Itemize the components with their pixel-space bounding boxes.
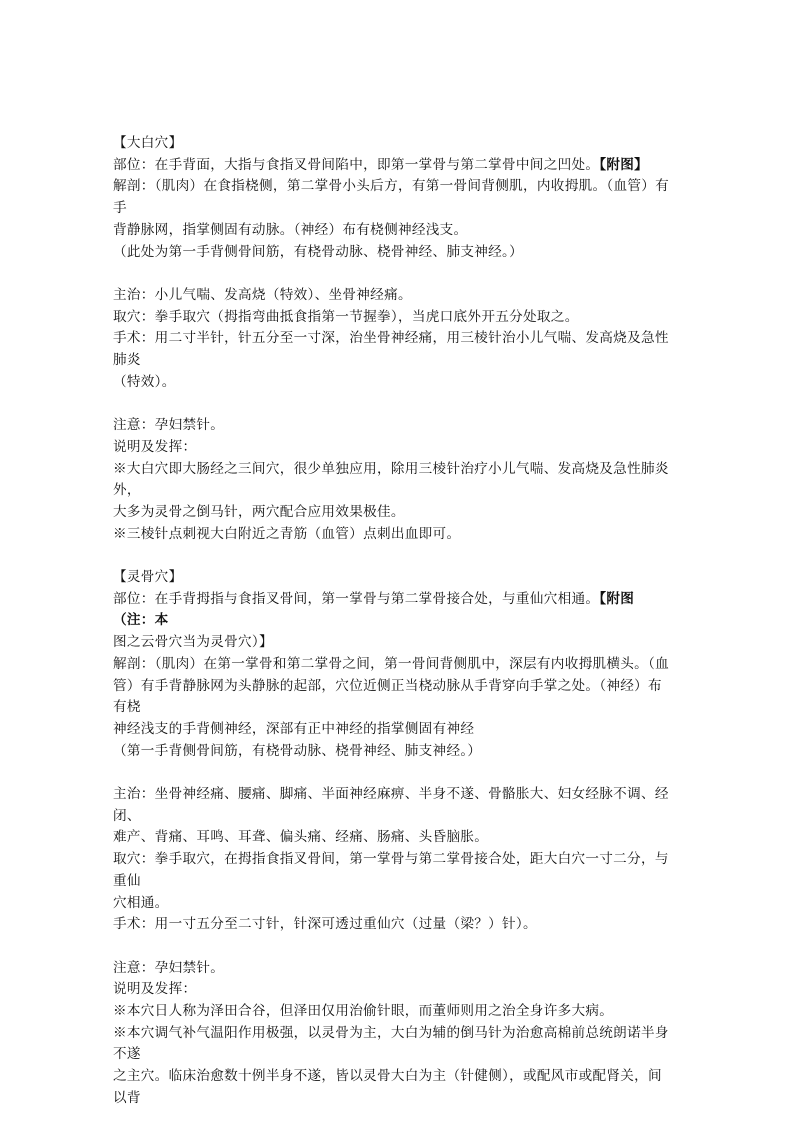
location-line: [113, 155, 675, 177]
spacer: [113, 762, 675, 784]
location-text: 部位：在手背面，大指与食指叉骨间陷中，即第一掌骨与第二掌骨中间之凹处。: [113, 156, 600, 173]
note-line: 大多为灵骨之倒马针，两穴配合应用效果极佳。: [113, 503, 405, 520]
point-location-line: 取穴：拳手取穴（拇指弯曲抵食指第一节握拳），当虎口底外开五分处取之。: [113, 308, 579, 325]
document-page: [113, 133, 675, 1110]
location-text: 部位：在手背拇指与食指叉骨间，第一掌骨与第二掌骨接合处，与重仙穴相通。: [113, 590, 600, 607]
section-linggu: [113, 567, 675, 1110]
section-title: 【灵骨穴】: [113, 569, 183, 586]
notes-label: 说明及发挥：: [113, 438, 197, 455]
anatomy-line: 神经浅支的手背侧神经，深部有正中神经的指掌侧固有神经: [113, 720, 475, 737]
anatomy-line: （此处为第一手背侧骨间筋，有桡骨动脉、桡骨神经、肺支神经。）: [113, 243, 524, 260]
note-line: ※本穴日人称为泽田合谷，但泽田仅用治偷针眼，而董师则用之治全身许多大病。: [113, 1003, 614, 1020]
anatomy-line: 背静脉网，指掌侧固有动脉。（神经）布有桡侧神经浅支。: [113, 221, 468, 238]
note-line: ※三棱针点刺视大白附近之青筋（血管）点刺出血即可。: [113, 525, 461, 542]
caution-line: 注意：孕妇禁针。: [113, 959, 225, 976]
technique-line: 手术：用一寸五分至二寸针，针深可透过重仙穴（过量（梁？）针）。: [113, 916, 537, 933]
section-dabai: [113, 133, 675, 545]
indications-line: 主治：小儿气喘、发高烧（特效）、坐骨神经痛。: [113, 286, 412, 303]
spacer: [113, 545, 675, 567]
anatomy-line: 解剖：（肌肉）在第一掌骨和第二掌骨之间，第一骨间背侧肌中，深层有内收拇肌横头。（血: [113, 655, 670, 672]
figure-reference: 【附图】: [599, 156, 649, 173]
location-line-cont: [113, 632, 675, 654]
note-line: ※本穴调气补气温阳作用极强，以灵骨为主，大白为辅的倒马针为治愈高棉前总统朗诺半身不遂: [113, 1024, 669, 1063]
spacer: [113, 936, 675, 958]
anatomy-line: （第一手背侧骨间筋，有桡骨动脉、桡骨神经、肺支神经。）: [113, 742, 482, 759]
location-line: [113, 589, 675, 632]
indications-line: 主治：坐骨神经痛、腰痛、脚痛、半面神经麻痹、半身不遂、骨骼胀大、妇女经脉不调、经闭、: [113, 786, 669, 824]
figure-reference: 【附图（注：本: [113, 590, 635, 629]
point-location-line: 穴相通。: [113, 894, 169, 911]
notes-label: 说明及发挥：: [113, 981, 197, 998]
technique-line: （特效）。: [113, 373, 176, 390]
caution-line: 注意：孕妇禁针。: [113, 417, 225, 434]
note-line: 之主穴。临床治愈数十例半身不遂，皆以灵骨大白为主（针健侧），或配风市或配肾关，间以背: [113, 1068, 662, 1106]
indications-line: 难产、背痛、耳鸣、耳聋、偏头痛、经痛、肠痛、头昏脑胀。: [113, 829, 489, 846]
figure-reference-cont: 图之云骨穴当为灵骨穴）】: [113, 634, 273, 651]
note-line: ※大白穴即大肠经之三间穴，很少单独应用，除用三棱针治疗小儿气喘、发高烧及急性肺炎外，: [113, 460, 669, 499]
spacer: [113, 263, 675, 285]
technique-line: 手术：用二寸半针，针五分至一寸深，治坐骨神经痛，用三棱针治小儿气喘、发高烧及急性肺炎: [113, 330, 669, 369]
anatomy-line: 解剖：（肌肉）在食指桡侧，第二掌骨小头后方，有第一骨间背侧肌，内收拇肌。（血管）有手: [113, 178, 670, 217]
point-location-line: 取穴：拳手取穴，在拇指食指叉骨间，第一掌骨与第二掌骨接合处，距大白穴一寸二分，与重仙: [113, 851, 669, 889]
spacer: [113, 393, 675, 415]
anatomy-line: 管）有手背静脉网为头静脉的起部，穴位近侧正当桡动脉从手背穿向手掌之处。（神经）布有桡: [113, 677, 662, 716]
section-title: 【大白穴】: [113, 135, 183, 151]
